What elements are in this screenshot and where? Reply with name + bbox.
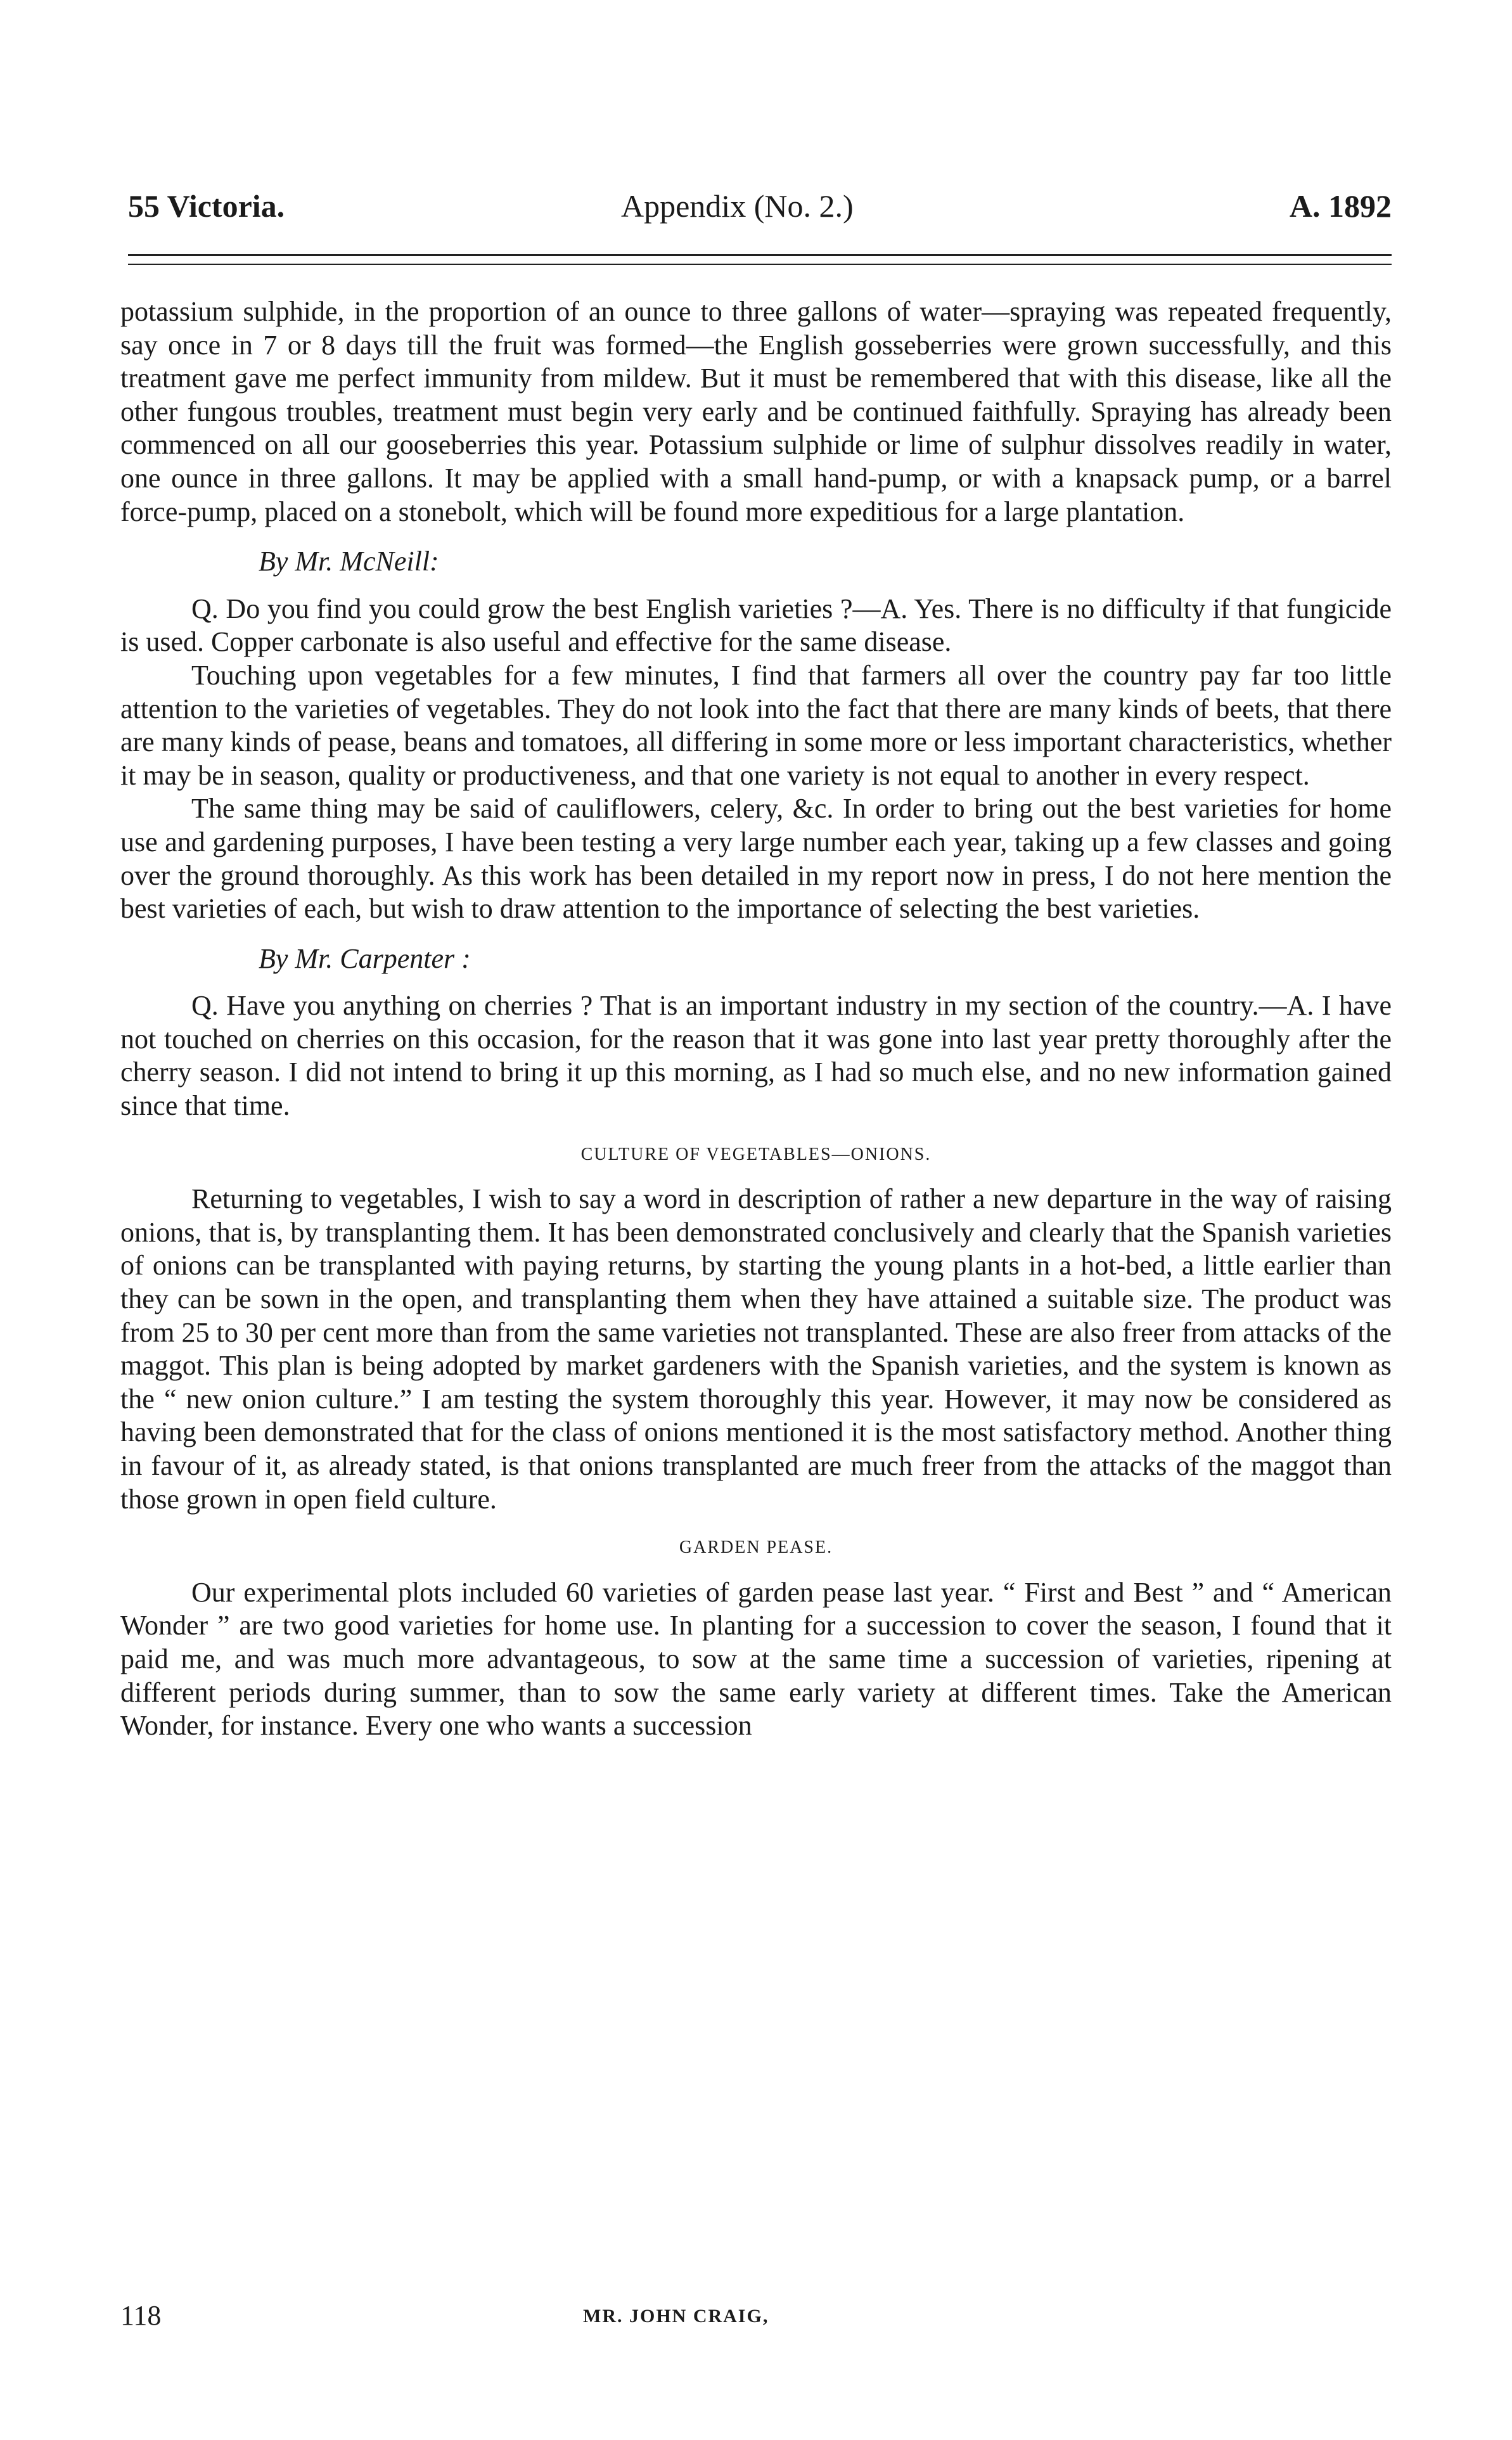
footer-witness-name: MR. JOHN CRAIG, [583, 2306, 769, 2327]
section-heading: CULTURE OF VEGETABLES—ONIONS. [580, 1144, 932, 1164]
header-session: 55 Victoria. [128, 188, 285, 224]
paragraph: Touching upon vegetables for a few minutes, I find that farmers all over the country pay far too little attention to the varieties of vegetables. They do not look into the fact that there are many kinds of beets, that there are many kinds of pease, beans and tomatoes, all differing in some more or less important characteristics, whether it may be in season, quality or productiveness, and that one variety is not equal to another in every respect. [120, 659, 1392, 791]
speaker-label: By Mr. McNeill: [259, 546, 439, 577]
running-head [120, 188, 1392, 232]
header-appendix: Appendix (No. 2.) [621, 188, 854, 224]
paragraph: Q. Do you find you could grow the best English varieties ?—A. Yes. There is no difficulty if that fungicide is used. Copper carbonate is also useful and effective for the same disease. [120, 593, 1392, 658]
paragraph: The same thing may be said of cauliflowers, celery, &c. In order to bring out the best varieties for home use and gardening purposes, I have been testing a very large number each year, taking up a few classes and going over the ground thoroughly. As this work has been detailed in my report now in press, I do not here mention the best varieties of each, but wish to draw attention to the importance of selecting the best varieties. [120, 793, 1392, 925]
paragraph: potassium sulphide, in the proportion of an ounce to three gallons of water—spraying was repeated frequently, say once in 7 or 8 days till the fruit was formed—the English gosseberries were grown successfully, and this treatment gave me perfect immunity from mildew. But it must be remembered that with this disease, like all the other fungous troubles, treatment must begin very early and be continued faithfully. Spraying has already been commenced on all our gooseberries this year. Potassium sulphide or lime of sulphur dissolves readily in water, one ounce in three gallons. It may be applied with a small hand-pump, or with a knapsack pump, or a barrel force-pump, placed on a stonebolt, which will be found more expeditious for a large plantation. [120, 296, 1392, 527]
paragraph: Q. Have you anything on cherries ? That is an important industry in my section of the country.—A. I have not touched on cherries on this occasion, for the reason that it was gone into last year pretty thoroughly after the cherry season. I did not intend to bring it up this morning, as I had so much else, and no new information gained since that time. [120, 990, 1392, 1122]
paragraph: Returning to vegetables, I wish to say a word in description of rather a new departure in the way of raising onions, that is, by transplanting them. It has been demonstrated conclusively and clearly that the Spanish varieties of onions can be transplanted with paying returns, by starting the young plants in a hot-bed, a little earlier than they can be sown in the open, and transplanting them when they have attained a suitable size. The product was from 25 to 30 per cent more than from the same varieties not transplanted. These are also freer from attacks of the maggot. This plan is being adopted by market gardeners with the Spanish varieties, and the system is known as the “ new onion culture.” I am testing the system thoroughly this year. However, it may now be considered as having been demonstrated that for the class of onions mentioned it is the most satisfactory method. Another thing in favour of it, as already stated, is that onions transplanted are much freer from the attacks of the maggot than those grown in open field culture. [120, 1183, 1392, 1515]
speaker-label: By Mr. Carpenter : [259, 942, 471, 974]
page-footer [120, 2299, 1392, 2337]
header-rule [128, 254, 1392, 256]
section-heading: GARDEN PEASE. [679, 1538, 833, 1558]
page-number: 118 [120, 2300, 162, 2331]
body-text [120, 295, 1392, 1743]
header-year: A. 1892 [1289, 188, 1392, 224]
header-rule-thin [128, 264, 1392, 265]
paragraph: Our experimental plots included 60 varieties of garden pease last year. “ First and Best ” and “ American Wonder ” are two good varieties for home use. In planting for a succession to cover the season, I found that it paid me, and was much more advantageous, to sow at the same time a succession of varieties, ripening at different periods during summer, than to sow the same early variety at different times. Take the American Wonder, for instance. Every one who wants a succession [120, 1576, 1392, 1742]
document-page [120, 0, 1392, 2440]
